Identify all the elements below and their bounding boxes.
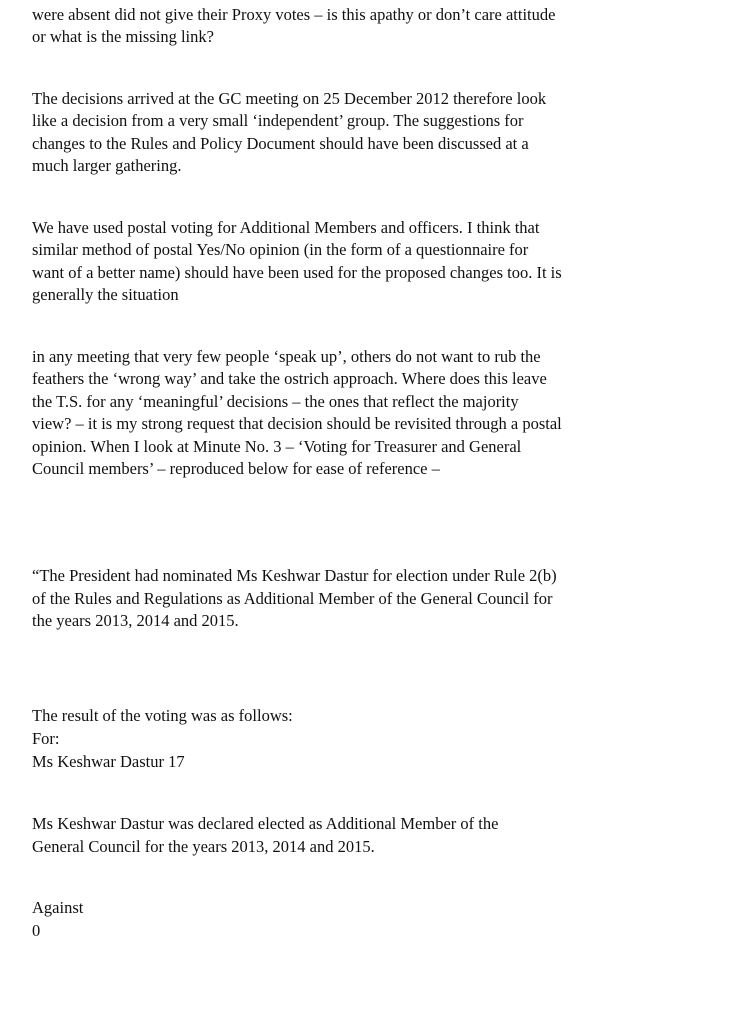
- text-line: much larger gathering.: [32, 156, 182, 175]
- text-line: We have used postal voting for Additional Members and officers. I think that: [32, 218, 540, 237]
- text-line: of the Rules and Regulations as Additional Member of the General Council for: [32, 589, 553, 608]
- text-line: view? – it is my strong request that decision should be revisited through a postal: [32, 414, 562, 433]
- text-line: were absent did not give their Proxy votes – is this apathy or don’t care attitude: [32, 5, 556, 24]
- text-line: like a decision from a very small ‘independent’ group. The suggestions for: [32, 111, 524, 130]
- text-line: “The President had nominated Ms Keshwar Dastur for election under Rule 2(b): [32, 566, 557, 585]
- text-line: For:: [32, 729, 60, 748]
- text-line: the years 2013, 2014 and 2015.: [32, 611, 239, 630]
- text-line: The result of the voting was as follows:: [32, 706, 293, 725]
- text-line: Against: [32, 898, 84, 917]
- text-line: generally the situation: [32, 285, 179, 304]
- text-line: Ms Keshwar Dastur was declared elected as Additional Member of the: [32, 814, 499, 833]
- text-line: want of a better name) should have been used for the proposed changes too. It is: [32, 263, 562, 282]
- text-line: or what is the missing link?: [32, 27, 214, 46]
- text-line: changes to the Rules and Policy Document should have been discussed at a: [32, 134, 529, 153]
- text-line: in any meeting that very few people ‘speak up’, others do not want to rub the: [32, 347, 541, 366]
- text-line: the T.S. for any ‘meaningful’ decisions – the ones that reflect the majority: [32, 392, 519, 411]
- text-line: Ms Keshwar Dastur 17: [32, 752, 185, 771]
- text-line: opinion. When I look at Minute No. 3 – ‘Voting for Treasurer and General: [32, 437, 522, 456]
- text-line: 0: [32, 921, 41, 940]
- text-line: General Council for the years 2013, 2014 and 2015.: [32, 837, 375, 856]
- text-line: The decisions arrived at the GC meeting on 25 December 2012 therefore look: [32, 89, 547, 108]
- text-line: similar method of postal Yes/No opinion (in the form of a questionnaire for: [32, 240, 529, 259]
- text-line: Council members’ – reproduced below for ease of reference –: [32, 459, 440, 478]
- text-line: feathers the ‘wrong way’ and take the ostrich approach. Where does this leave: [32, 369, 547, 388]
